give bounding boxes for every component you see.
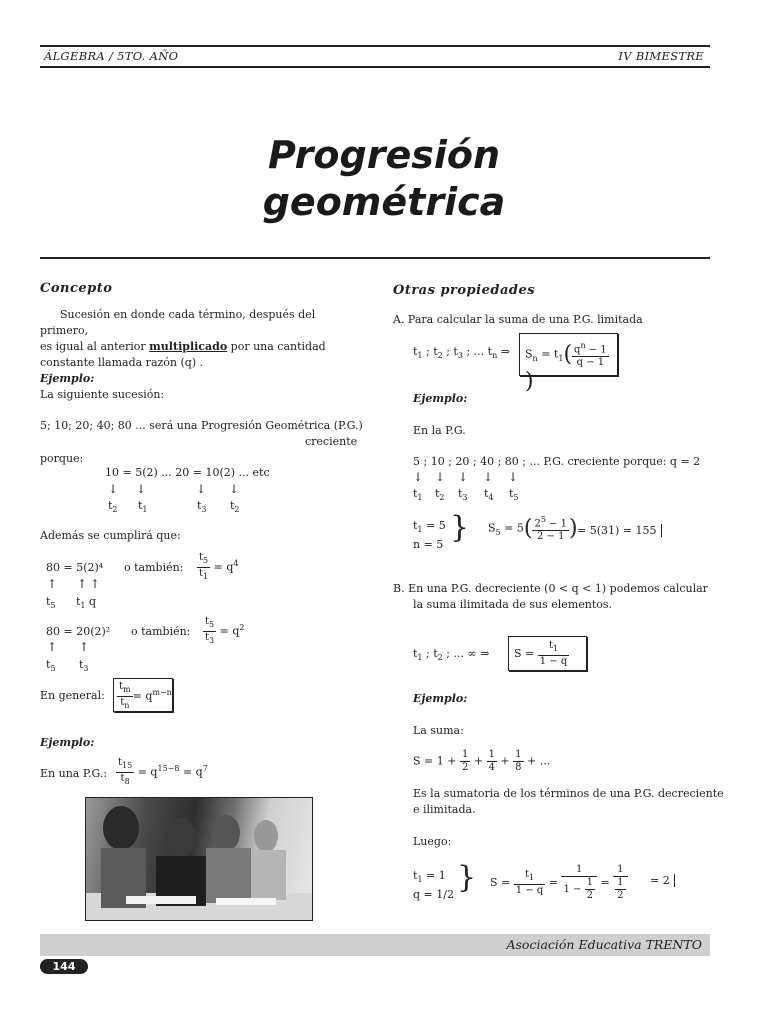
- property-b-line2: la suma ilimitada de sus elementos.: [413, 598, 613, 611]
- term-label: $t_3$: [79, 658, 89, 674]
- en-una-pg-label: En una P.G.:: [40, 767, 108, 780]
- down-arrow-icon: ↓: [413, 470, 424, 484]
- up-arrow-icon: ↑: [47, 640, 58, 654]
- concepto-heading: Concepto: [40, 281, 113, 296]
- up-arrow-icon: ↑: [90, 577, 101, 591]
- sum-formula-box: [519, 333, 618, 395]
- ejemplo-b-label: Ejemplo:: [413, 692, 468, 705]
- term-label: $t_2$: [230, 499, 240, 515]
- ejemplo-line3: creciente: [305, 435, 358, 448]
- porque-label: porque:: [40, 452, 84, 465]
- concepto-emphasis: multiplicado: [149, 340, 228, 353]
- sum-result: = 5(31) = 155: [577, 524, 662, 537]
- term-label: $t_2$: [435, 487, 445, 503]
- concepto-paragraph: [40, 307, 356, 371]
- infinite-sequence: $t_1$ ; $t_2$ ; ... ∞ ⇒: [413, 647, 490, 663]
- concepto-line1: Sucesión en donde cada término, después del primero,: [40, 308, 316, 337]
- general-formula: $\frac{t_m}{t_n}$ = $q^{m-n}$: [119, 681, 172, 710]
- luego-label: Luego:: [413, 835, 452, 848]
- ademas-text: Además se cumplirá que:: [40, 529, 181, 542]
- header-period: IV BIMESTRE: [618, 49, 704, 63]
- sequence-line: 5 ; 10 ; 20 ; 40 ; 80 ; ... P.G. creciente porque: q = 2: [413, 455, 701, 468]
- es-la-line1: Es la sumatoria de los términos de una P.G. decreciente: [413, 787, 724, 800]
- down-arrow-icon: ↓: [435, 470, 446, 484]
- en-la-pg: En la P.G.: [413, 424, 466, 437]
- sum-calculation: $S_5 = 5$( $\frac{2^5 - 1}{2 - 1}$ ): [488, 515, 578, 543]
- down-arrow-icon: ↓: [483, 470, 494, 484]
- ratio-t15-t8: $\frac{t_{15}}{t_8}$ = $q^{15-8} = q^7$: [118, 757, 208, 786]
- students-illustration: [86, 798, 312, 920]
- page-title-line2: geométrica: [262, 180, 506, 224]
- term-label: $t_1$: [138, 499, 148, 515]
- down-arrow-icon: ↓: [196, 482, 207, 496]
- up-arrow-icon: ↑: [77, 577, 88, 591]
- concepto-line3: constante llamada razón (q) .: [40, 356, 204, 369]
- down-arrow-icon: ↓: [458, 470, 469, 484]
- concepto-line2c: por una cantidad: [227, 340, 326, 353]
- footer-brand: Asociación Educativa TRENTO: [506, 937, 702, 952]
- term-label: $t_5$: [46, 595, 56, 611]
- property-b-line1: B. En una P.G. decreciente (0 < q < 1) podemos calcular: [393, 582, 708, 595]
- term-label: $t_1$ q: [76, 595, 97, 611]
- general-formula-box: [113, 678, 173, 712]
- students-photo: [85, 797, 313, 921]
- concepto-line2a: es igual al anterior: [40, 340, 150, 353]
- infinite-sum-formula: S = $\frac{t_1}{1 - q}$: [514, 640, 568, 667]
- up-arrow-icon: ↑: [79, 640, 90, 654]
- ejemplo-line2: 5; 10; 20; 40; 80 ... será una Progresión Geométrica (P.G.): [40, 419, 363, 432]
- term-label: $t_2$: [108, 499, 118, 515]
- ejemplo-label-text: Ejemplo: [40, 372, 91, 385]
- down-arrow-icon: ↓: [108, 482, 119, 496]
- term-label: $t_5$: [509, 487, 519, 503]
- term-label: $t_3$: [458, 487, 468, 503]
- ratio-t5-t1: $\frac{t_5}{t_1}$ = $q^4$: [199, 552, 239, 581]
- down-arrow-icon: ↓: [136, 482, 147, 496]
- equation-80-20: 80 = 20(2)²: [46, 625, 111, 638]
- page-number: 144: [40, 959, 88, 974]
- property-a-text: A. Para calcular la suma de una P.G. limitada: [393, 313, 643, 326]
- sequence-terms: $t_1$ ; $t_2$ ; $t_3$ ; ... $t_n$ ⇒: [413, 345, 510, 361]
- ratio-equation-row: 10 = 5(2) ... 20 = 10(2) ... etc: [105, 466, 270, 479]
- concepto-line2: [40, 339, 356, 355]
- page-title-line1: Progresión: [267, 133, 501, 177]
- ejemplo-label: Ejemplo:: [40, 372, 95, 385]
- en-general-label: En general:: [40, 689, 105, 702]
- ejemplo-a-label: Ejemplo:: [413, 392, 468, 405]
- ratio-t5-t3: $\frac{t_5}{t_3}$ = $q^2$: [205, 616, 245, 645]
- given-values-b: $t_1 = 1$ q = 1/2: [413, 869, 454, 902]
- term-label: $t_1$: [413, 487, 423, 503]
- up-arrow-icon: ↑: [47, 577, 58, 591]
- header-top-rule: [40, 45, 710, 47]
- es-la-line2: e ilimitada.: [413, 803, 476, 816]
- brace-icon: }: [450, 510, 470, 545]
- final-result: = 2: [650, 874, 675, 887]
- final-calculation: S = $\frac{t_1}{1 - q}$ = 1 1 − $\frac{1}{2}$ = $\frac{1}{\frac{1}{2}}$: [490, 864, 628, 902]
- down-arrow-icon: ↓: [229, 482, 240, 496]
- term-label: $t_5$: [46, 658, 56, 674]
- infinite-sum-box: [508, 636, 587, 671]
- brace-icon: }: [457, 860, 477, 895]
- header-bottom-rule: [40, 66, 710, 68]
- down-arrow-icon: ↓: [508, 470, 519, 484]
- la-suma-label: La suma:: [413, 724, 464, 737]
- otras-heading: Otras propiedades: [393, 283, 536, 298]
- ejemplo2-label: Ejemplo:: [40, 736, 95, 749]
- header-subject: ÁLGEBRA / 5TO. AÑO: [44, 49, 179, 63]
- tambien-label-2: o también:: [131, 625, 191, 638]
- equation-80-5: 80 = 5(2)⁴: [46, 561, 104, 574]
- series-expression: S = 1 + $\frac{1}{2}$ + $\frac{1}{4}$ + $\frac{1}{8}$ + ...: [413, 749, 551, 773]
- sum-formula: $S_n = t_1$( $\frac{q^n - 1}{q - 1}$ ): [525, 341, 607, 395]
- ejemplo-line1: La siguiente sucesión:: [40, 388, 165, 401]
- term-label: $t_4$: [484, 487, 494, 503]
- term-label: $t_3$: [197, 499, 207, 515]
- title-rule: [40, 257, 710, 259]
- tambien-label: o también:: [124, 561, 184, 574]
- given-values: $t_1 = 5$ n = 5: [413, 519, 446, 552]
